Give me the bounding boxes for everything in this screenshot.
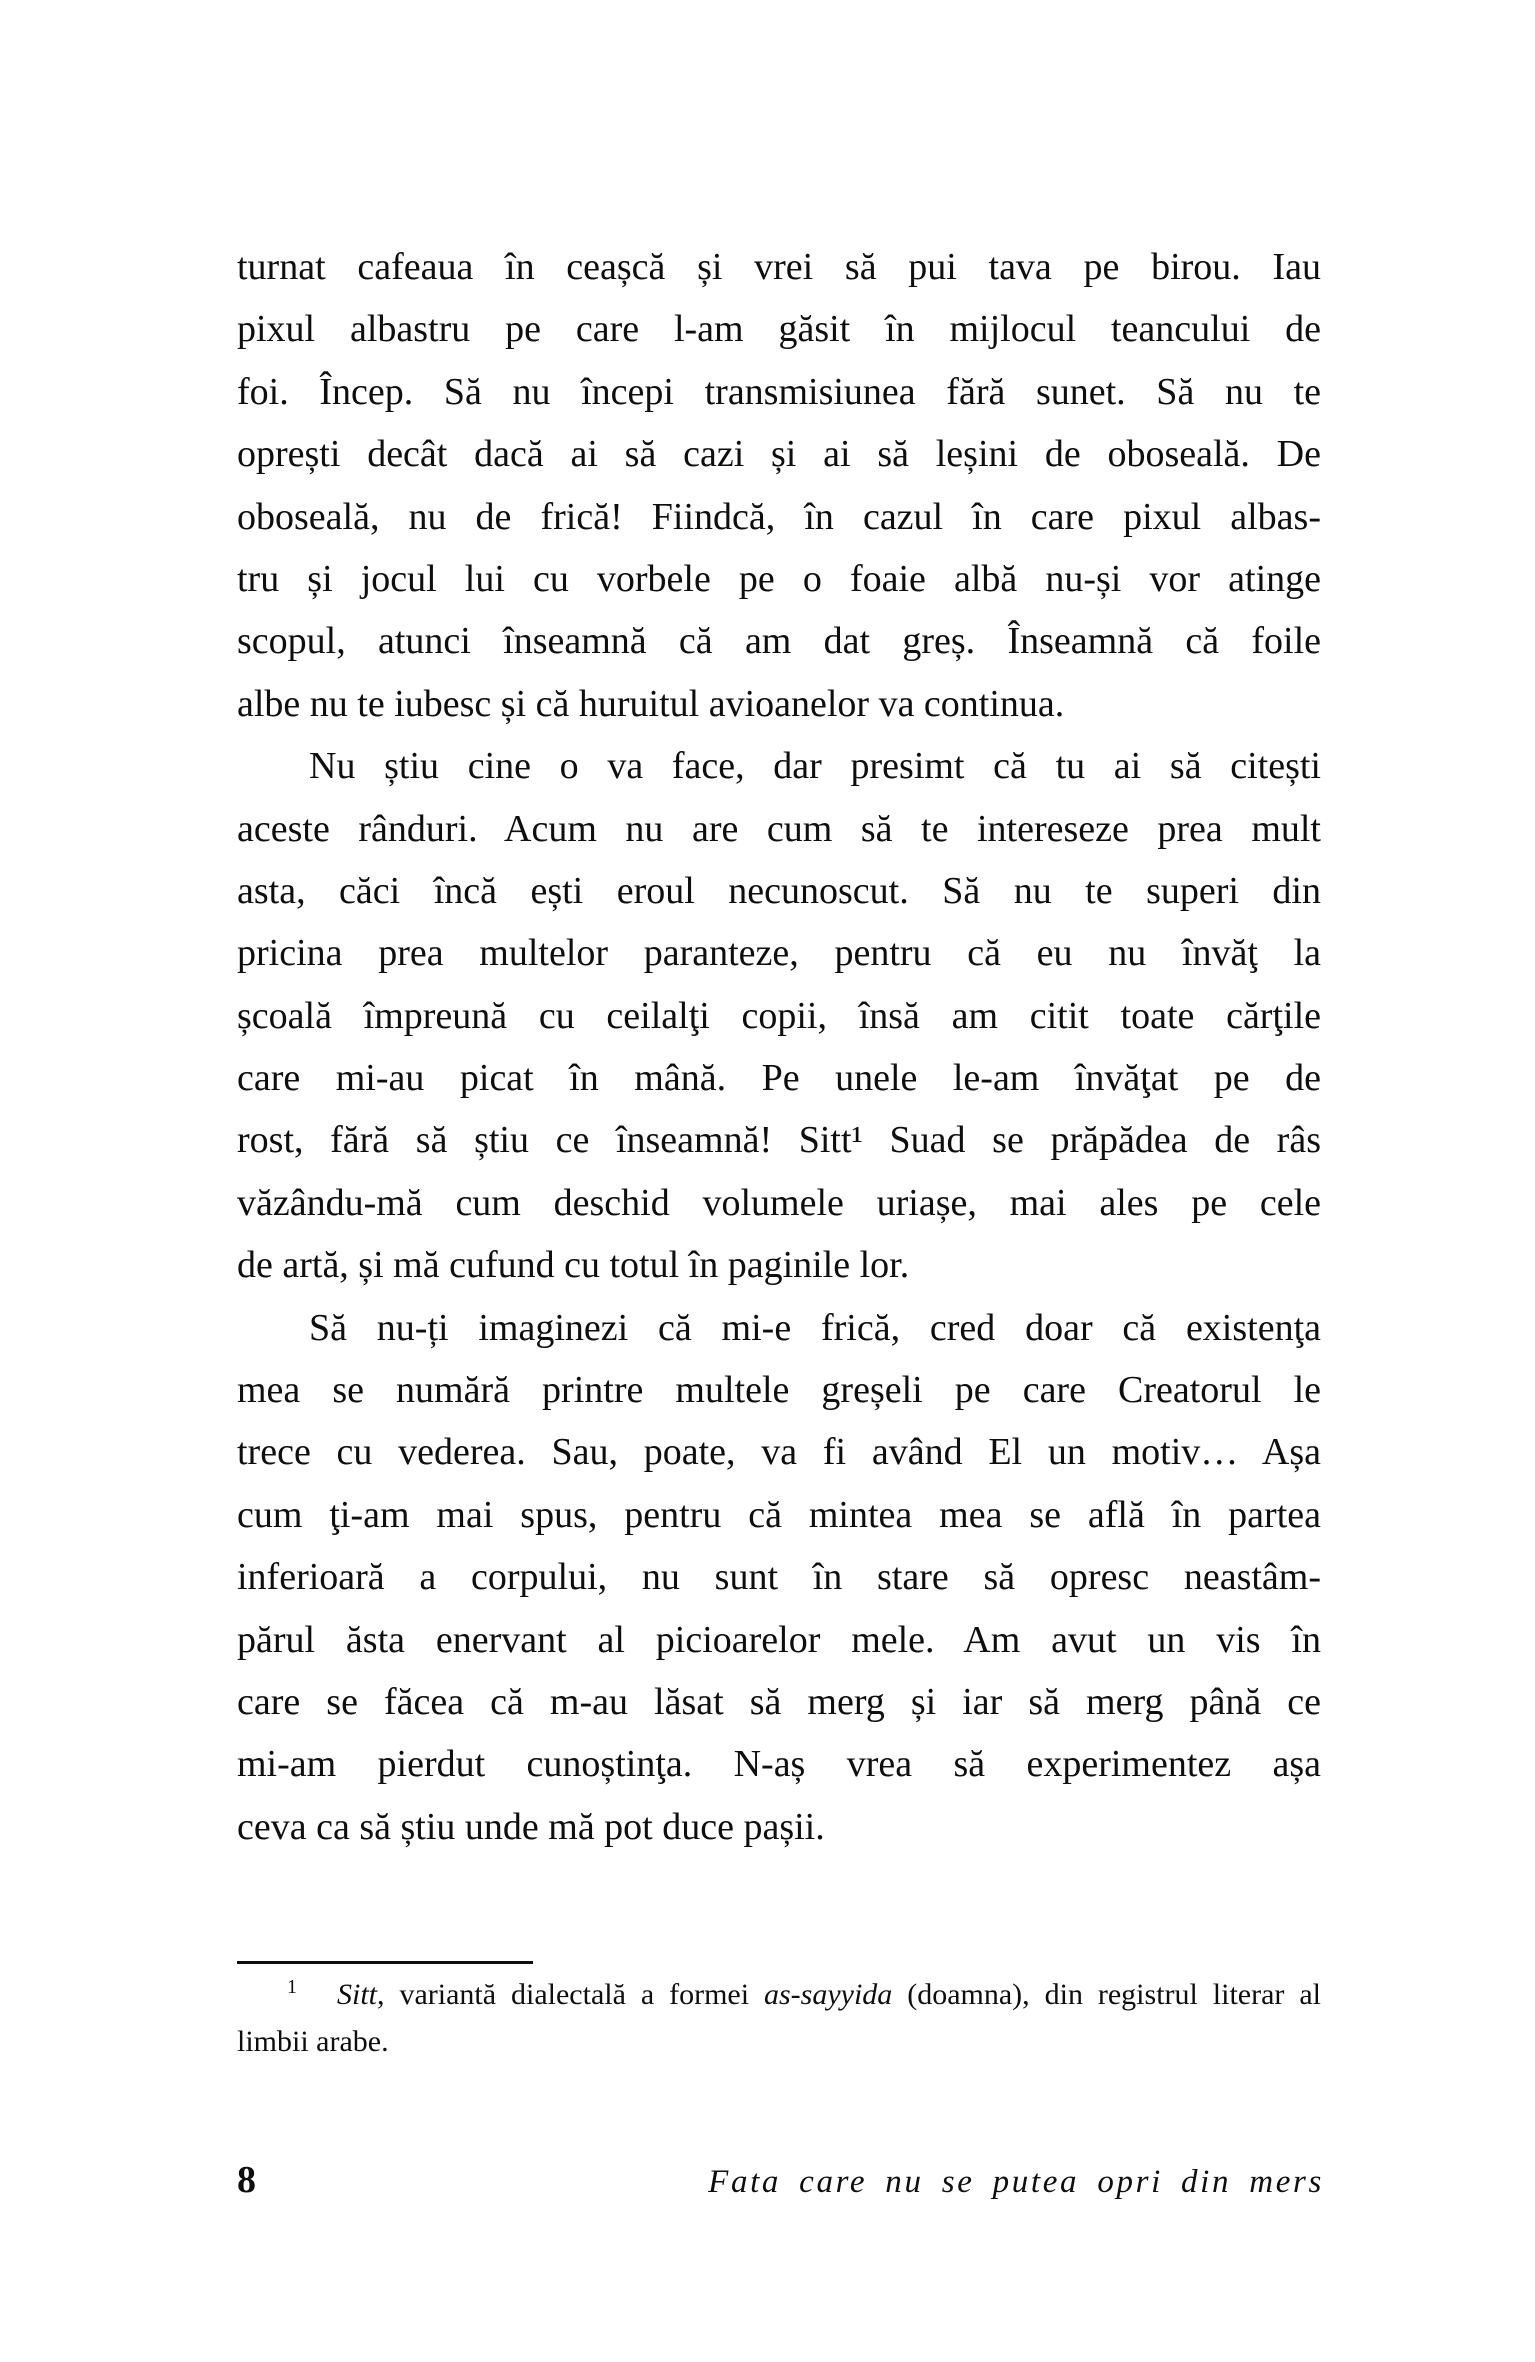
text-line: Să nu-ți imaginezi că mi-e frică, cred doar că existenţa [309, 1306, 1321, 1349]
body-text [237, 236, 1321, 1858]
page-number: 8 [237, 2159, 256, 2201]
text-line: de artă, și mă cufund cu totul în paginile lor. [237, 1244, 910, 1287]
text-line: mea se numără printre multele greșeli pe care Creatorul le [237, 1369, 1321, 1412]
text-line: cum ţi-am mai spus, pentru că mintea mea se află în partea [237, 1493, 1321, 1536]
text-line: rost, fără să știu ce înseamnă! Sitt¹ Suad se prăpădea de râs [237, 1119, 1321, 1162]
text-line: părul ăsta enervant al picioarelor mele. Am avut un vis în [237, 1618, 1321, 1661]
text-line: mi-am pierdut cunoștinţa. N-aș vrea să experimentez așa [237, 1743, 1321, 1786]
text-line: pricina prea multelor paranteze, pentru că eu nu învăţ la [237, 932, 1321, 975]
footnote-line: limbii arabe. [237, 2025, 389, 2058]
text-line: tru și jocul lui cu vorbele pe o foaie albă nu-și vor atinge [237, 557, 1321, 600]
text-line: oboseală, nu de frică! Fiindcă, în cazul în care pixul albas- [237, 495, 1321, 538]
text-line: oprești decât dacă ai să cazi și ai să leșini de oboseală. De [237, 433, 1321, 476]
footnote-term: Sitt [337, 1978, 378, 2011]
text-line: scopul, atunci înseamnă că am dat greș. Înseamnă că foile [237, 620, 1321, 663]
text-line: Nu știu cine o va face, dar presimt că tu ai să citești [309, 745, 1321, 788]
footnote-marker: 1 [287, 1976, 297, 1998]
text-line: asta, căci încă ești eroul necunoscut. Să nu te superi din [237, 869, 1321, 912]
text-line: ceva ca să știu unde mă pot duce pașii. [237, 1805, 825, 1848]
footnote-line [237, 1964, 1321, 2018]
footnote-term: as-sayyida [763, 1978, 893, 2011]
text-line: școală împreună cu ceilalţi copii, însă am citit toate cărţile [237, 994, 1321, 1037]
text-line: pixul albastru pe care l-am găsit în mijlocul teancului de [237, 308, 1321, 351]
text-line: inferioară a corpului, nu sunt în stare să opresc neastâm- [237, 1556, 1321, 1599]
text-line: care se făcea că m-au lăsat să merg și iar să merg până ce [237, 1680, 1321, 1723]
page-footer [237, 2158, 1324, 2204]
footnote-text: (doamna), din registrul literar al [892, 1978, 1321, 2011]
text-line: turnat cafeaua în ceașcă și vrei să pui tava pe birou. Iau [237, 246, 1321, 288]
text-line: foi. Încep. Să nu începi transmisiunea fără sunet. Să nu te [237, 370, 1321, 413]
running-title: Fata care nu se putea opri din mers [708, 2164, 1324, 2200]
text-line: văzându-mă cum deschid volumele uriașe, mai ales pe cele [237, 1181, 1321, 1224]
footnote [237, 1964, 1321, 2065]
text-line: aceste rânduri. Acum nu are cum să te intereseze prea mult [237, 807, 1321, 850]
text-line: trece cu vederea. Sau, poate, va fi având El un motiv… Așa [237, 1431, 1321, 1474]
text-line: care mi-au picat în mână. Pe unele le-am învăţat pe de [237, 1057, 1321, 1100]
text-line: albe nu te iubesc și că huruitul avioanelor va continua. [237, 682, 1065, 725]
footnote-text: , variantă dialectală a formei [377, 1978, 764, 2011]
